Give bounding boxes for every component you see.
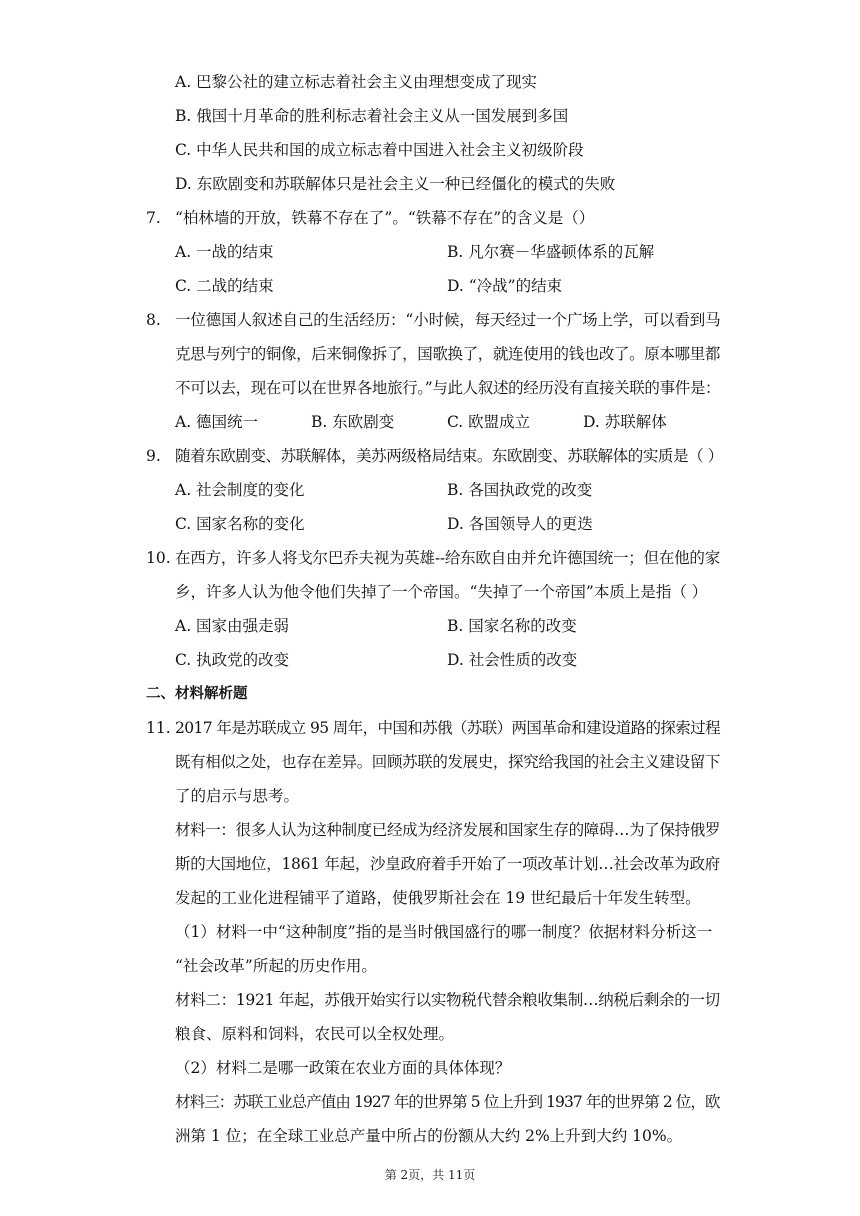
- q10-stem-line-1: 在西方，许多人将戈尔巴乔夫视为英雄--给东欧自由并允许德国统一；但在他的家: [175, 549, 720, 567]
- q11-material-1-line-3: 发起的工业化进程铺平了道路，使俄罗斯社会在 19 世纪最后十年发生转型。: [175, 889, 701, 907]
- q11-line-3: 了的启示与思考。: [175, 787, 300, 805]
- q11-material-3-line-1: 材料三：苏联工业总产值由 1927 年的世界第 5 位上升到 1937 年的世界第 2 位，欧: [175, 1093, 720, 1111]
- q8-number: 8.: [146, 311, 161, 329]
- q7-stem: “柏林墙的开放，铁幕不存在了”。“铁幕不存在”的含义是（）: [175, 209, 595, 227]
- q6-option-c: C. 中华人民共和国的成立标志着中国进入社会主义初级阶段: [175, 141, 584, 159]
- q9-number: 9.: [146, 447, 161, 465]
- q8-stem-line-3: 不可以去，现在可以在世界各地旅行。”与此人叙述的经历没有直接关联的事件是：: [175, 379, 721, 397]
- q9-stem: 随着东欧剧变、苏联解体，美苏两级格局结束。东欧剧变、苏联解体的实质是（ ）: [175, 447, 723, 465]
- q7-number: 7.: [146, 209, 161, 227]
- q11-line-1: 2017 年是苏联成立 95 周年，中国和苏俄（苏联）两国革命和建设道路的探索过程: [175, 719, 720, 737]
- q9-option-a: A. 社会制度的变化: [175, 481, 305, 499]
- q11-material-2-line-2: 粮食、原料和饲料，农民可以全权处理。: [175, 1025, 455, 1043]
- q11-subquestion-2: （2）材料二是哪一政策在农业方面的具体体现？: [175, 1059, 511, 1077]
- q8-option-a: A. 德国统一: [175, 413, 259, 431]
- q9-option-d: D. 各国领导人的更迭: [447, 515, 593, 533]
- q6-option-b: B. 俄国十月革命的胜利标志着社会主义从一国发展到多国: [175, 107, 569, 125]
- q10-option-b: B. 国家名称的改变: [447, 617, 577, 635]
- q10-option-d: D. 社会性质的改变: [447, 651, 578, 669]
- q8-stem-line-1: 一位德国人叙述自己的生活经历：“小时候，每天经过一个广场上学，可以看到马: [175, 311, 721, 329]
- q11-subquestion-1-line-2: “社会改革”所起的历史作用。: [175, 957, 377, 975]
- q10-option-a: A. 国家由强走弱: [175, 617, 290, 635]
- q7-option-d: D. “冷战”的结束: [447, 277, 563, 295]
- q6-option-a: A. 巴黎公社的建立标志着社会主义由理想变成了现实: [175, 73, 538, 91]
- q10-number: 10.: [146, 549, 171, 567]
- q7-option-c: C. 二战的结束: [175, 277, 274, 295]
- q10-option-c: C. 执政党的改变: [175, 651, 290, 669]
- page-footer: 第 2页，共 11页: [384, 1168, 476, 1182]
- q8-option-b: B. 东欧剧变: [311, 413, 395, 431]
- q8-option-c: C. 欧盟成立: [447, 413, 531, 431]
- q11-subquestion-1-line-1: （1）材料一中“这种制度”指的是当时俄国盛行的哪一制度？依据材料分析这一: [175, 923, 713, 941]
- q11-number: 11.: [146, 719, 171, 737]
- section-title: 二、材料解析题: [146, 686, 248, 702]
- q11-material-3-line-2: 洲第 1 位；在全球工业总产量中所占的份额从大约 2%上升到大约 10%。: [175, 1127, 683, 1145]
- q9-option-c: C. 国家名称的变化: [175, 515, 305, 533]
- q7-option-b: B. 凡尔赛－华盛顿体系的瓦解: [447, 243, 655, 261]
- q7-option-a: A. 一战的结束: [175, 243, 274, 261]
- q11-line-2: 既有相似之处，也存在差异。回顾苏联的发展史，探究给我国的社会主义建设留下: [175, 753, 721, 771]
- q10-stem-line-2: 乡，许多人认为他令他们失掉了一个帝国。“失掉了一个帝国”本质上是指（ ）: [175, 583, 708, 601]
- q8-option-d: D. 苏联解体: [583, 413, 667, 431]
- q11-material-1-line-1: 材料一：很多人认为这种制度已经成为经济发展和国家生存的障碍…为了保持俄罗: [175, 821, 721, 839]
- q11-material-1-line-2: 斯的大国地位，1861 年起，沙皇政府着手开始了一项改革计划…社会改革为政府: [175, 855, 720, 873]
- q9-option-b: B. 各国执政党的改变: [447, 481, 593, 499]
- q6-option-d: D. 东欧剧变和苏联解体只是社会主义一种已经僵化的模式的失败: [175, 175, 616, 193]
- q8-stem-line-2: 克思与列宁的铜像，后来铜像拆了，国歌换了，就连使用的钱也改了。原本哪里都: [175, 345, 721, 363]
- q11-material-2-line-1: 材料二：1921 年起，苏俄开始实行以实物税代替余粮收集制…纳税后剩余的一切: [175, 991, 720, 1009]
